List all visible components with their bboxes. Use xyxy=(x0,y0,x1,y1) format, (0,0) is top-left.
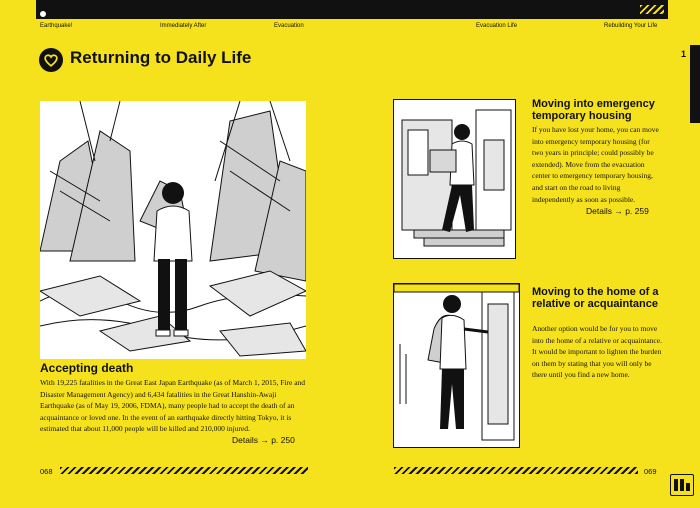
temporary-housing-illustration xyxy=(393,99,516,259)
nav-item-evacuation-life[interactable]: Evacuation Life xyxy=(476,23,518,29)
section2-body: Another option would be for you to move into the home of a relative or acquaintance. It would be important to lighten the burden on them by stating that you will only be there until you find a new home. xyxy=(532,324,662,380)
top-bar xyxy=(36,0,668,18)
right-footer-hatch xyxy=(394,467,638,474)
publisher-logo xyxy=(670,474,694,496)
chapter-marker-dot xyxy=(40,11,46,17)
left-heading: Accepting death xyxy=(40,361,134,375)
left-body: With 19,225 fatalities in the Great East Japan Earthquake (as of March 1, 2015, Fire and Disaster Management Agency) and 6,434 fatalities in the Great Hanshin-Awaji Earthquake (as of May 19, 2006, FDMA), many people had to accept the death of an acquaintance or loved one. In the event of an earthquake directly hitting Tokyo, it is estimated that about 11,000 people will be killed and 210,000 injured. xyxy=(40,378,306,434)
nav-item-immediately-after[interactable]: Immediately After xyxy=(160,23,207,29)
hatch-decoration xyxy=(640,5,664,14)
section2-heading: Moving to the home of a relative or acquaintance xyxy=(532,286,659,310)
relative-home-illustration xyxy=(393,283,520,448)
left-footer-hatch xyxy=(60,467,308,474)
section1-heading: Moving into emergency temporary housing xyxy=(532,98,655,122)
side-tab-number: 1 xyxy=(680,49,686,59)
right-page-number: 069 xyxy=(644,467,657,476)
heart-icon xyxy=(39,48,63,72)
section1-body: If you have lost your home, you can move into emergency temporary housing (for two years in principle; could possibly be extended). Move from the evacuation center to emergency temporary housing, and start on the road to living independently as soon as possible. xyxy=(532,125,659,204)
chapter-title: Returning to Daily Life xyxy=(70,48,252,67)
left-details-link[interactable]: Details → p. 250 xyxy=(232,435,295,445)
nav-item-rebuilding[interactable]: Rebuilding Your Life xyxy=(604,23,658,29)
nav-item-evacuation[interactable]: Evacuation xyxy=(274,23,304,29)
left-page-number: 068 xyxy=(40,467,53,476)
section1-details-link[interactable]: Details → p. 259 xyxy=(586,206,649,216)
nav-line xyxy=(36,18,668,19)
nav-item-earthquake[interactable]: Earthquake! xyxy=(40,23,73,29)
rubble-illustration xyxy=(40,101,306,359)
